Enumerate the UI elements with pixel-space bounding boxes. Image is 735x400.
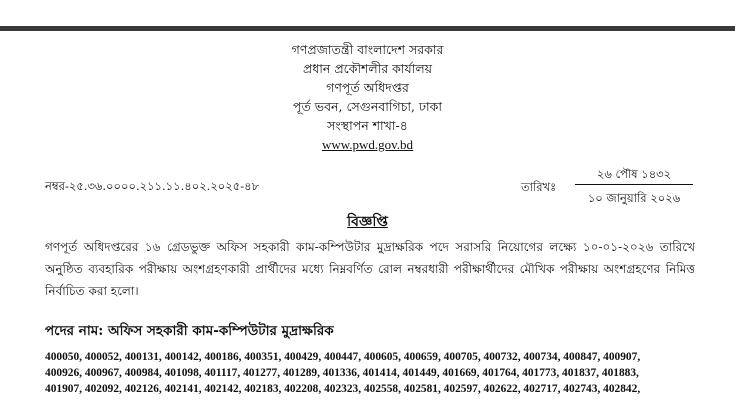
notice-title-text: বিজ্ঞপ্তি <box>347 214 388 230</box>
section-name: সংস্থাপন শাখা-৪ <box>327 118 408 133</box>
date-block <box>575 166 693 206</box>
post-title: পদের নাম: অফিস সহকারী কাম-কম্পিউটার মুদ্রাক্ষরিক <box>45 323 334 339</box>
office-address: পূর্ত ভবন, সেগুনবাগিচা, ঢাকা <box>292 99 443 114</box>
government-name: গণপ্রজাতন্ত্রী বাংলাদেশ সরকার <box>291 42 444 57</box>
notice-body: গণপূর্ত অধিদপ্তরের ১৬ গ্রেডভুক্ত অফিস সহকারী কাম-কম্পিউটার মুদ্রাক্ষরিক পদে সরাসরি নিয়োগের লক্ষ্যে ১০-০১-২০২৬ তারিখে অনুষ্ঠিত ব্যবহারিক পরীক্ষায় অংশগ্রহণকারী প্রার্থীদের মধ্যে নিম্নবর্ণিত রোল নম্বরধারী পরীক্ষার্থীদের মৌখিক পরীক্ষায় অংশগ্রহণের নিমিত্ত নির্বাচিত করা হলো। <box>45 240 695 298</box>
memo-number: নম্বর-২৫.৩৬.০০০০.২১১.১১.৪০২.২০২৫-৪৮ <box>45 179 260 193</box>
roll-row: 400050, 400052, 400131, 400142, 400186, 400351, 400429, 400447, 400605, 400659, 400705, 400732, 400734, 400847, 400907, <box>45 351 641 363</box>
roll-row: 400926, 400967, 400984, 401098, 401117, 401277, 401289, 401336, 401414, 401449, 401669, 401764, 401773, 401837, 401883, <box>45 367 639 379</box>
website-link[interactable]: www.pwd.gov.bd <box>321 137 414 152</box>
roll-number-list <box>45 349 695 397</box>
top-border-bar <box>0 26 735 31</box>
date-bangla: ২৬ পৌষ ১৪৩২ <box>575 166 693 185</box>
office-name: প্রধান প্রকৌশলীর কার্যালয় <box>302 61 433 76</box>
department-name: গণপূর্ত অধিদপ্তর <box>326 80 409 95</box>
date-label: তারিখঃ <box>521 180 557 194</box>
roll-row: 401907, 402092, 402126, 402141, 402142, 402183, 402208, 402323, 402558, 402581, 402597, 402622, 402717, 402743, 402842, <box>45 383 641 395</box>
date-english: ১০ জানুয়ারি ২০২৬ <box>587 191 681 205</box>
office-header <box>0 40 735 154</box>
notice-title <box>0 210 735 234</box>
